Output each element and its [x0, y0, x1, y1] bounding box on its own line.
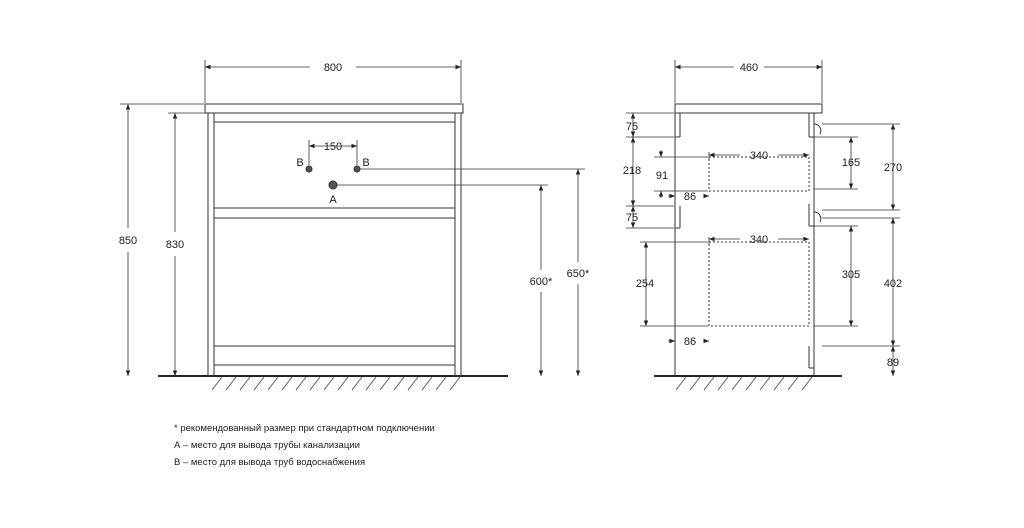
label-water-left: B: [296, 157, 304, 169]
drain-outlet: [329, 181, 337, 189]
dim-left-1: 218: [622, 165, 642, 177]
water-outlet-left: [306, 166, 312, 172]
dim-height-drain: 600*: [529, 276, 553, 288]
dim-right-inner-0: 165: [841, 157, 861, 169]
dim-left-0: 75: [625, 121, 639, 133]
front-left-leg: [208, 113, 214, 376]
side-top-drawer-box: [709, 157, 809, 191]
front-view: [120, 60, 585, 390]
dim-right-outer-1: 402: [883, 278, 903, 290]
dim-right-inner-1: 305: [841, 269, 861, 281]
label-drain: A: [329, 194, 337, 206]
front-floor-hatch: [212, 377, 460, 390]
side-view: [626, 60, 903, 390]
dim-right-outer-2: 89: [886, 357, 900, 369]
dim-drawer-width-top: 340: [749, 150, 769, 162]
label-water-right: B: [362, 157, 370, 169]
note-water-outlet: В – место для вывода труб водоснабжения: [174, 457, 366, 468]
side-floor-hatch: [676, 377, 812, 390]
dim-left-3: 75: [625, 212, 639, 224]
dim-height-body: 830: [165, 239, 185, 251]
dim-left-4: 254: [635, 278, 655, 290]
front-right-leg: [455, 113, 461, 376]
dim-side-depth: 460: [739, 62, 759, 74]
front-countertop: [205, 104, 463, 113]
water-outlet-right: [354, 166, 360, 172]
note-recommended-size: * рекомендованный размер при стандартном подключении: [174, 423, 435, 434]
dim-pipe-spacing: 150: [323, 141, 343, 153]
note-drain-outlet: А – место для вывода трубы канализации: [174, 440, 360, 451]
dim-left-2: 91: [655, 170, 669, 182]
side-countertop: [675, 104, 822, 113]
dim-height-total: 850: [118, 235, 138, 247]
dim-front-width: 800: [323, 62, 343, 74]
front-bottom-drawer: [214, 218, 455, 346]
side-bottom-drawer-box: [709, 242, 809, 326]
dim-height-water: 650*: [566, 268, 590, 280]
dim-right-outer-0: 270: [883, 162, 903, 174]
dim-drawer-offset-top: 86: [683, 191, 697, 203]
dim-drawer-offset-bottom: 86: [683, 336, 697, 348]
dim-drawer-width-bottom: 340: [749, 234, 769, 246]
